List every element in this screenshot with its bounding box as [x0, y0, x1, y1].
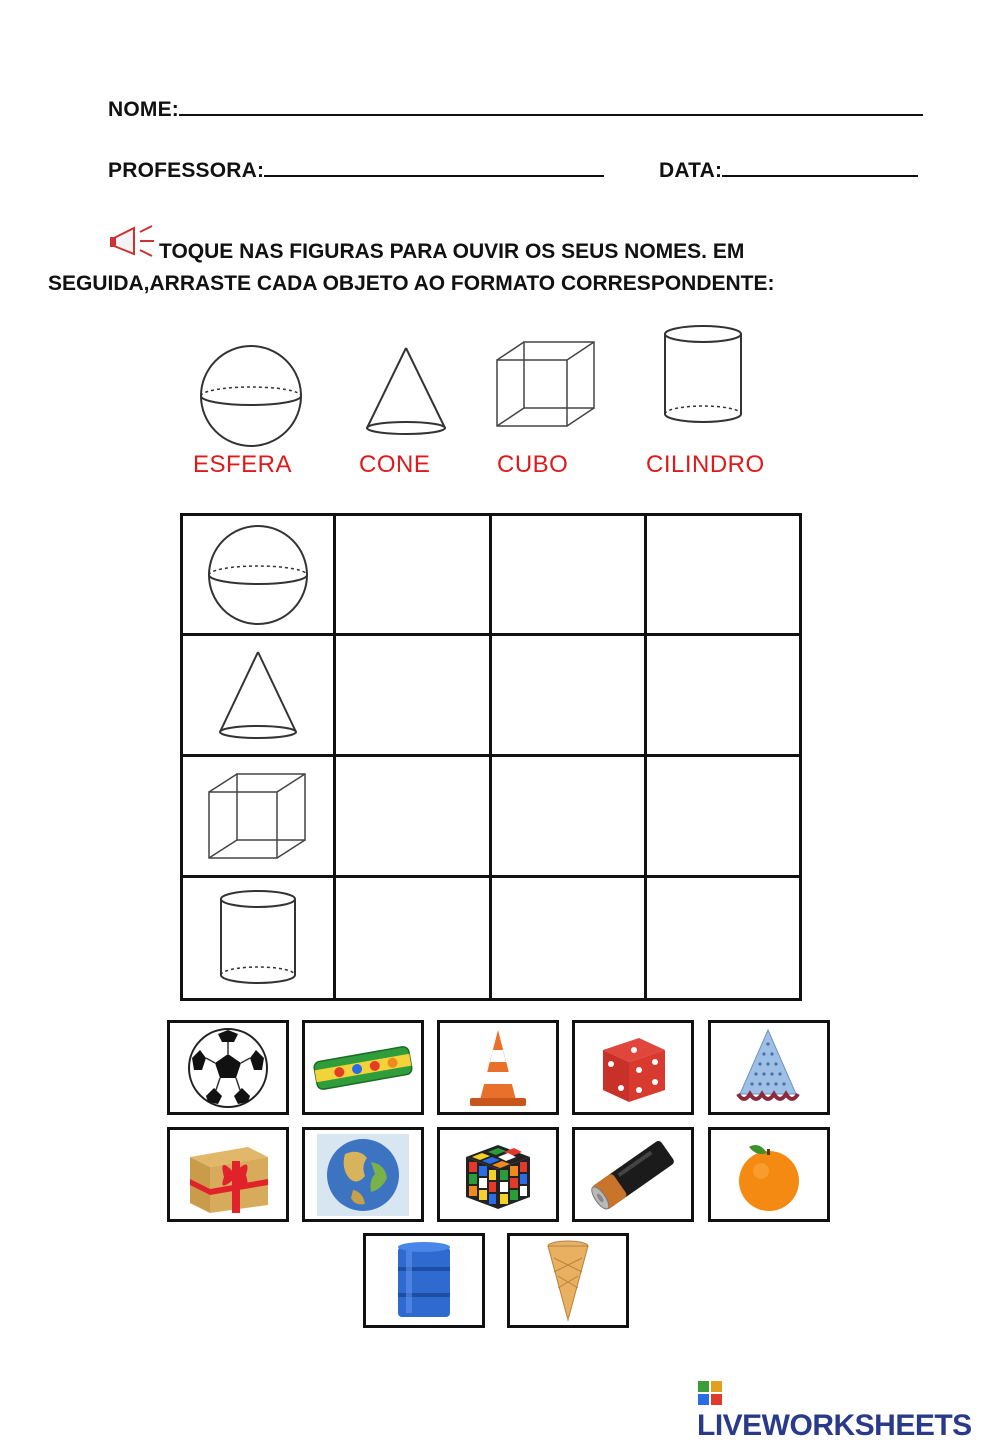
card-rubiks-cube[interactable]	[437, 1127, 559, 1222]
cone-icon[interactable]	[362, 344, 450, 438]
megaphone-icon[interactable]	[108, 222, 158, 260]
drop-cell-sphere-3[interactable]	[647, 516, 799, 636]
row-cone-header	[183, 636, 336, 757]
drop-cell-sphere-1[interactable]	[336, 516, 492, 636]
row-cube-header	[183, 757, 336, 878]
barrel-image	[392, 1239, 456, 1323]
cube-icon	[205, 770, 311, 862]
name-field[interactable]	[108, 96, 923, 122]
soccer-ball-image	[186, 1026, 270, 1110]
gift-box-image	[182, 1133, 274, 1217]
rubiks-cube-image	[460, 1137, 536, 1213]
drop-cell-cone-3[interactable]	[647, 636, 799, 757]
drop-cell-cylinder-3[interactable]	[647, 878, 799, 998]
liveworksheets-logo	[697, 1375, 1000, 1443]
drop-cell-cone-2[interactable]	[492, 636, 647, 757]
sphere-icon[interactable]	[198, 343, 304, 449]
cone-icon	[215, 648, 301, 742]
drop-cell-cone-1[interactable]	[336, 636, 492, 757]
drop-cell-cylinder-2[interactable]	[492, 878, 647, 998]
row-sphere-header	[183, 516, 336, 636]
shape-label-cilindro: CILINDRO	[646, 451, 765, 478]
date-line	[722, 157, 918, 177]
card-ice-cream-cone[interactable]	[507, 1233, 629, 1328]
card-gift-box[interactable]	[167, 1127, 289, 1222]
instruction-line-1: TOQUE NAS FIGURAS PARA OUVIR OS SEUS NOMES. EM	[159, 240, 745, 263]
shape-label-cone: CONE	[359, 451, 431, 478]
cylinder-icon[interactable]	[660, 322, 746, 428]
card-barrel[interactable]	[363, 1233, 485, 1328]
card-traffic-cone[interactable]	[437, 1020, 559, 1115]
drop-cell-cylinder-1[interactable]	[336, 878, 492, 998]
shape-label-esfera: ESFERA	[193, 451, 293, 478]
card-party-hat[interactable]	[708, 1020, 830, 1115]
instruction-line-2: SEGUIDA,ARRASTE CADA OBJETO AO FORMATO CORRESPONDENTE:	[48, 272, 775, 295]
traffic-cone-image	[466, 1026, 530, 1110]
shape-label-cubo: CUBO	[497, 451, 569, 478]
card-battery[interactable]	[572, 1127, 694, 1222]
drop-cell-sphere-2[interactable]	[492, 516, 647, 636]
cylinder-icon	[216, 888, 300, 988]
brand-text: LIVEWORKSHEETS	[697, 1409, 972, 1442]
orange-image	[731, 1135, 807, 1215]
drop-cell-cube-2[interactable]	[492, 757, 647, 878]
liveworksheets-logo-icon	[697, 1380, 723, 1406]
teacher-line	[264, 157, 604, 177]
teacher-label: PROFESSORA:	[108, 159, 265, 182]
party-hat-image	[732, 1026, 806, 1110]
row-cylinder-header	[183, 878, 336, 998]
card-soccer-ball[interactable]	[167, 1020, 289, 1115]
name-line	[179, 96, 923, 116]
date-label: DATA:	[659, 159, 723, 182]
cube-icon[interactable]	[492, 338, 600, 430]
globe-image	[313, 1132, 413, 1218]
card-orange[interactable]	[708, 1127, 830, 1222]
card-dice[interactable]	[572, 1020, 694, 1115]
sorting-grid	[180, 513, 802, 1001]
card-globe[interactable]	[302, 1127, 424, 1222]
date-field[interactable]	[659, 157, 918, 183]
battery-image	[585, 1135, 681, 1215]
card-candy-tube[interactable]	[302, 1020, 424, 1115]
sphere-icon	[206, 523, 310, 627]
name-label: NOME:	[108, 98, 179, 121]
dice-image	[593, 1028, 673, 1108]
drop-cell-cube-1[interactable]	[336, 757, 492, 878]
candy-tube-image	[309, 1038, 417, 1098]
teacher-field[interactable]	[108, 157, 604, 183]
ice-cream-cone-image	[542, 1238, 594, 1324]
drop-cell-cube-3[interactable]	[647, 757, 799, 878]
